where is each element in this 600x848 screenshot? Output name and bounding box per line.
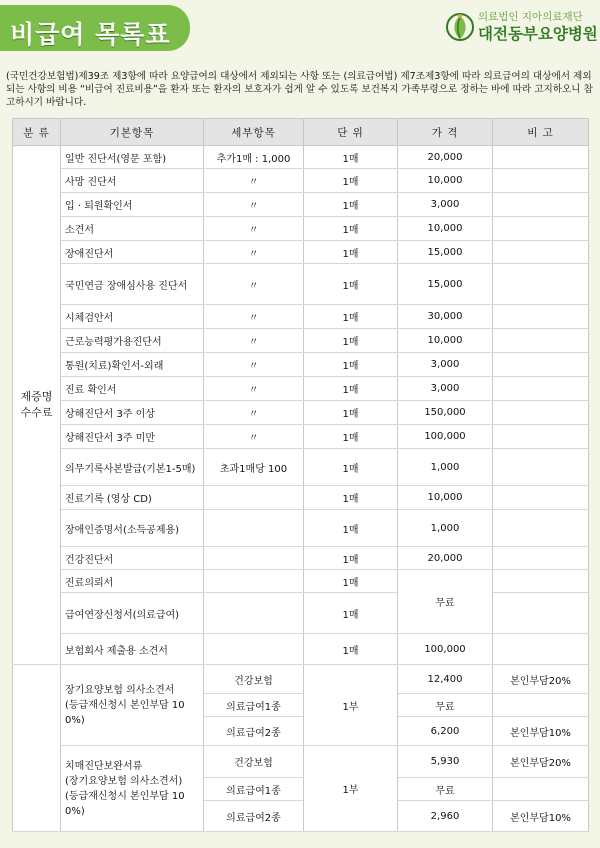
detail-cell — [204, 547, 304, 570]
table-row — [13, 449, 589, 486]
item-cell: 급여연장신청서(의료급여) — [61, 593, 204, 634]
price-cell: 1,000 — [398, 449, 493, 486]
detail-cell: 〃 — [204, 217, 304, 241]
item-cell: 장기요양보험 의사소견서 (등급재신청시 본인부담 10 0%) — [61, 665, 204, 746]
table-row — [13, 193, 589, 217]
table-row — [13, 146, 589, 169]
note-cell — [493, 264, 589, 305]
item-cell: 통원(치료)확인서-외래 — [61, 353, 204, 377]
note-cell: 본인부담10% — [493, 717, 589, 746]
detail-cell: 의료급여2종 — [204, 717, 304, 746]
table-row — [13, 264, 589, 305]
note-cell — [493, 570, 589, 593]
item-cell: 일반 진단서(영문 포함) — [61, 146, 204, 169]
unit-cell: 1매 — [304, 547, 398, 570]
detail-cell: 의료급여1종 — [204, 694, 304, 717]
table-row — [13, 486, 589, 510]
price-cell: 15,000 — [398, 264, 493, 305]
table-row — [13, 241, 589, 264]
item-cell: 소견서 — [61, 217, 204, 241]
category-cell: 제증명 수수료 — [13, 146, 61, 665]
category-cell-empty — [13, 665, 61, 832]
price-cell: 10,000 — [398, 329, 493, 353]
page-title: 비급여 목록표 — [10, 20, 171, 49]
table-row — [13, 593, 589, 634]
detail-cell: 〃 — [204, 305, 304, 329]
table-header-row — [13, 119, 589, 146]
item-cell: 의무기록사본발급(기본1-5매) — [61, 449, 204, 486]
table-row — [13, 169, 589, 193]
table-row — [13, 217, 589, 241]
detail-cell: 〃 — [204, 353, 304, 377]
note-cell — [493, 486, 589, 510]
unit-cell: 1매 — [304, 593, 398, 634]
unit-cell: 1매 — [304, 634, 398, 665]
table-row — [13, 305, 589, 329]
detail-cell: 〃 — [204, 193, 304, 217]
detail-cell — [204, 510, 304, 547]
item-cell: 장애인증명서(소득공제용) — [61, 510, 204, 547]
detail-cell: 〃 — [204, 377, 304, 401]
unit-cell: 1매 — [304, 241, 398, 264]
detail-cell — [204, 570, 304, 593]
table-row — [13, 510, 589, 547]
detail-cell: 의료급여1종 — [204, 778, 304, 801]
note-cell — [493, 193, 589, 217]
unit-cell: 1매 — [304, 146, 398, 169]
note-cell — [493, 593, 589, 634]
item-cell: 사망 진단서 — [61, 169, 204, 193]
unit-cell: 1매 — [304, 377, 398, 401]
item-cell: 입 · 퇴원확인서 — [61, 193, 204, 217]
unit-cell: 1매 — [304, 486, 398, 510]
table-row — [13, 401, 589, 425]
detail-cell — [204, 634, 304, 665]
item-cell: 장애진단서 — [61, 241, 204, 264]
price-cell: 6,200 — [398, 717, 493, 746]
detail-cell: 건강보험 — [204, 746, 304, 778]
detail-cell: 〃 — [204, 241, 304, 264]
note-cell — [493, 634, 589, 665]
unit-cell: 1부 — [304, 746, 398, 832]
table-row — [13, 746, 589, 778]
price-cell: 30,000 — [398, 305, 493, 329]
price-cell: 10,000 — [398, 486, 493, 510]
item-cell: 진료의뢰서 — [61, 570, 204, 593]
price-cell: 3,000 — [398, 193, 493, 217]
detail-cell — [204, 593, 304, 634]
detail-cell: 〃 — [204, 425, 304, 449]
note-cell — [493, 241, 589, 264]
detail-cell: 건강보험 — [204, 665, 304, 694]
header-basic-item: 기본항목 — [61, 119, 204, 146]
unit-cell: 1매 — [304, 217, 398, 241]
note-cell — [493, 401, 589, 425]
price-cell: 150,000 — [398, 401, 493, 425]
note-cell — [493, 353, 589, 377]
unit-cell: 1부 — [304, 665, 398, 746]
detail-cell — [204, 486, 304, 510]
price-cell: 2,960 — [398, 801, 493, 832]
price-cell: 5,930 — [398, 746, 493, 778]
unit-cell: 1매 — [304, 449, 398, 486]
unit-cell: 1매 — [304, 401, 398, 425]
intro-notice: (국민건강보험법)제39조 제3항에 따라 요양급여의 대상에서 제외되는 사항 또는 (의료급여법) 제7조제3항에 따라 의료급여의 대상에서 제외되는 사항의 비용 “비급여 진료비용”을 환자 또는 환자의 보호자가 쉽게 알 수 있도록 보건복지 가족부령으로 정하는 바에 따라 고지하오니 참고하시기 바랍니다. — [6, 71, 593, 108]
item-cell: 시체검안서 — [61, 305, 204, 329]
note-cell — [493, 305, 589, 329]
item-cell: 상해진단서 3주 이상 — [61, 401, 204, 425]
unit-cell: 1매 — [304, 169, 398, 193]
table-row — [13, 570, 589, 593]
unit-cell: 1매 — [304, 305, 398, 329]
table-row — [13, 547, 589, 570]
detail-cell: 〃 — [204, 169, 304, 193]
brand-name: 대전동부요양병원 — [478, 25, 598, 43]
price-cell: 3,000 — [398, 353, 493, 377]
price-cell: 15,000 — [398, 241, 493, 264]
unit-cell: 1매 — [304, 264, 398, 305]
unit-cell: 1매 — [304, 193, 398, 217]
page-header — [0, 0, 600, 62]
table-row — [13, 665, 589, 694]
unit-cell: 1매 — [304, 570, 398, 593]
price-cell: 10,000 — [398, 169, 493, 193]
unit-cell: 1매 — [304, 353, 398, 377]
item-cell: 치매진단보완서류 (장기요양보험 의사소견서) (등급재신청시 본인부담 10 0%) — [61, 746, 204, 832]
table-row — [13, 425, 589, 449]
note-cell: 본인부담20% — [493, 746, 589, 778]
header-unit: 단 위 — [304, 119, 398, 146]
detail-cell: 추가1매 : 1,000 — [204, 146, 304, 169]
header-price: 가 격 — [398, 119, 493, 146]
header-category: 분 류 — [13, 119, 61, 146]
note-cell — [493, 778, 589, 801]
table-row — [13, 634, 589, 665]
detail-cell: 의료급여2종 — [204, 801, 304, 832]
item-cell: 상해진단서 3주 미만 — [61, 425, 204, 449]
note-cell — [493, 377, 589, 401]
price-cell: 100,000 — [398, 425, 493, 449]
price-cell: 3,000 — [398, 377, 493, 401]
note-cell — [493, 425, 589, 449]
header-detail: 세부항목 — [204, 119, 304, 146]
fee-table — [12, 118, 589, 832]
note-cell — [493, 217, 589, 241]
table-row — [13, 329, 589, 353]
detail-cell: 〃 — [204, 264, 304, 305]
detail-cell: 〃 — [204, 329, 304, 353]
price-cell: 무료 — [398, 694, 493, 717]
price-cell: 100,000 — [398, 634, 493, 665]
item-cell: 근로능력평가용진단서 — [61, 329, 204, 353]
item-cell: 진료기록 (영상 CD) — [61, 486, 204, 510]
brand-subtitle: 의료법인 지아의료재단 — [478, 11, 583, 23]
price-cell: 20,000 — [398, 547, 493, 570]
item-cell: 진료 확인서 — [61, 377, 204, 401]
note-cell — [493, 694, 589, 717]
price-cell: 무료 — [398, 570, 493, 634]
note-cell — [493, 329, 589, 353]
note-cell — [493, 449, 589, 486]
table-row — [13, 353, 589, 377]
note-cell: 본인부담10% — [493, 801, 589, 832]
unit-cell: 1매 — [304, 329, 398, 353]
unit-cell: 1매 — [304, 425, 398, 449]
note-cell: 본인부담20% — [493, 665, 589, 694]
price-cell: 12,400 — [398, 665, 493, 694]
price-cell: 20,000 — [398, 146, 493, 169]
item-cell: 국민연금 장애심사용 진단서 — [61, 264, 204, 305]
price-cell: 10,000 — [398, 217, 493, 241]
detail-cell: 초과1매당 100 — [204, 449, 304, 486]
title-band — [0, 5, 190, 51]
note-cell — [493, 146, 589, 169]
price-cell: 1,000 — [398, 510, 493, 547]
note-cell — [493, 510, 589, 547]
note-cell — [493, 547, 589, 570]
hospital-leaf-logo-icon — [446, 12, 474, 42]
price-cell: 무료 — [398, 778, 493, 801]
item-cell: 보험회사 제출용 소견서 — [61, 634, 204, 665]
header-note: 비 고 — [493, 119, 589, 146]
item-cell: 건강진단서 — [61, 547, 204, 570]
table-row — [13, 377, 589, 401]
note-cell — [493, 169, 589, 193]
unit-cell: 1매 — [304, 510, 398, 547]
detail-cell: 〃 — [204, 401, 304, 425]
